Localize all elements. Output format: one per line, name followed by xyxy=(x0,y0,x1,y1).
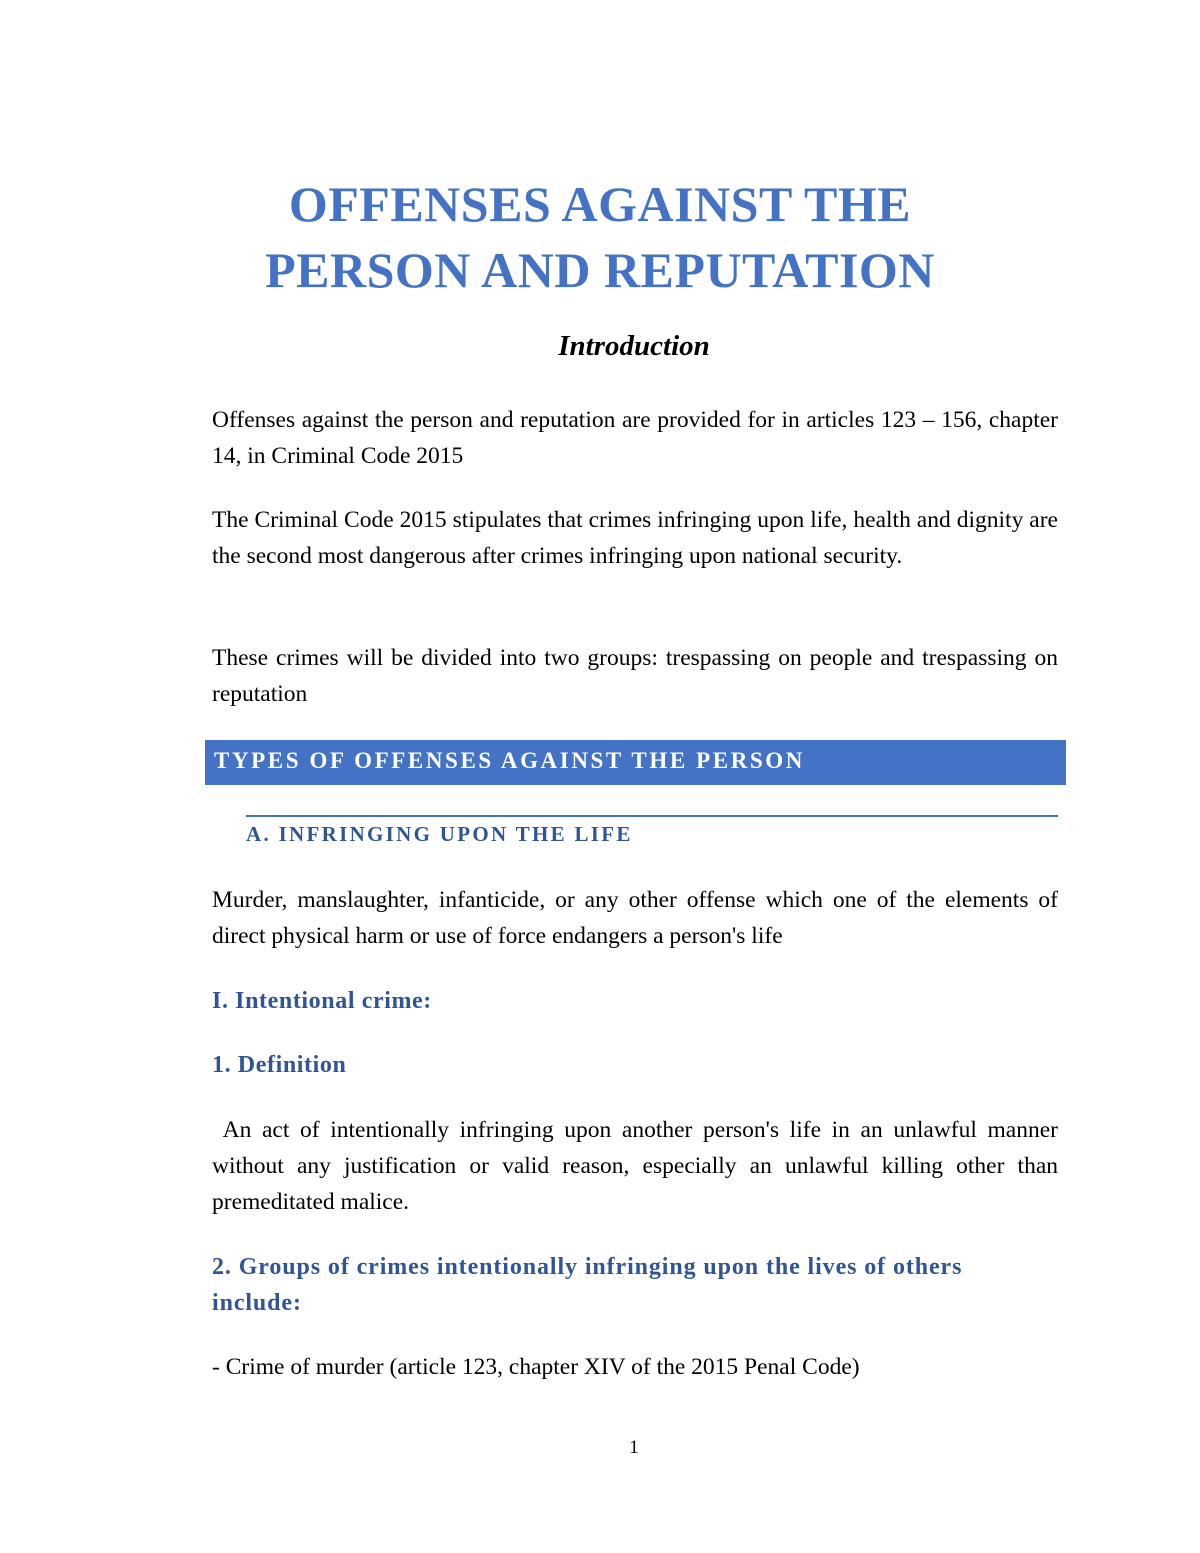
intro-paragraph-2: The Criminal Code 2015 stipulates that crimes infringing upon life, health and dignity are the second most dangerous after crimes infringing upon national security. xyxy=(212,507,1058,569)
page-number: 1 xyxy=(629,1437,639,1458)
subsection-heading: A. INFRINGING UPON THE LIFE xyxy=(246,822,633,846)
subsection-rule xyxy=(246,815,1058,817)
intro-paragraph-3: These crimes will be divided into two groups: trespassing on people and trespassing on reputation xyxy=(212,645,1058,707)
intentional-crime-heading: I. Intentional crime: xyxy=(212,988,432,1014)
section-banner-title: TYPES OF OFFENSES AGAINST THE PERSON xyxy=(214,748,805,773)
murder-list-item: - Crime of murder (article 123, chapter XIV of the 2015 Penal Code) xyxy=(212,1354,860,1380)
section-banner xyxy=(205,740,1066,785)
definition-heading: 1. Definition xyxy=(212,1052,347,1078)
document-title-line-1: OFFENSES AGAINST THE xyxy=(288,176,912,232)
life-paragraph: Murder, manslaughter, infanticide, or any other offense which one of the elements of direct physical harm or use of force endangers a person's life xyxy=(212,887,1058,949)
intro-paragraph-1: Offenses against the person and reputation are provided for in articles 123 – 156, chapter 14, in Criminal Code 2015 xyxy=(212,407,1058,469)
document-title-line-2: PERSON AND REPUTATION xyxy=(265,242,935,298)
introduction-heading: Introduction xyxy=(558,330,710,362)
definition-paragraph: An act of intentionally infringing upon another person's life in an unlawful manner without any justification or valid reason, especially an unlawful killing other than premeditated malice. xyxy=(212,1117,1058,1215)
groups-heading: 2. Groups of crimes intentionally infringing upon the lives of others include: xyxy=(212,1254,963,1316)
